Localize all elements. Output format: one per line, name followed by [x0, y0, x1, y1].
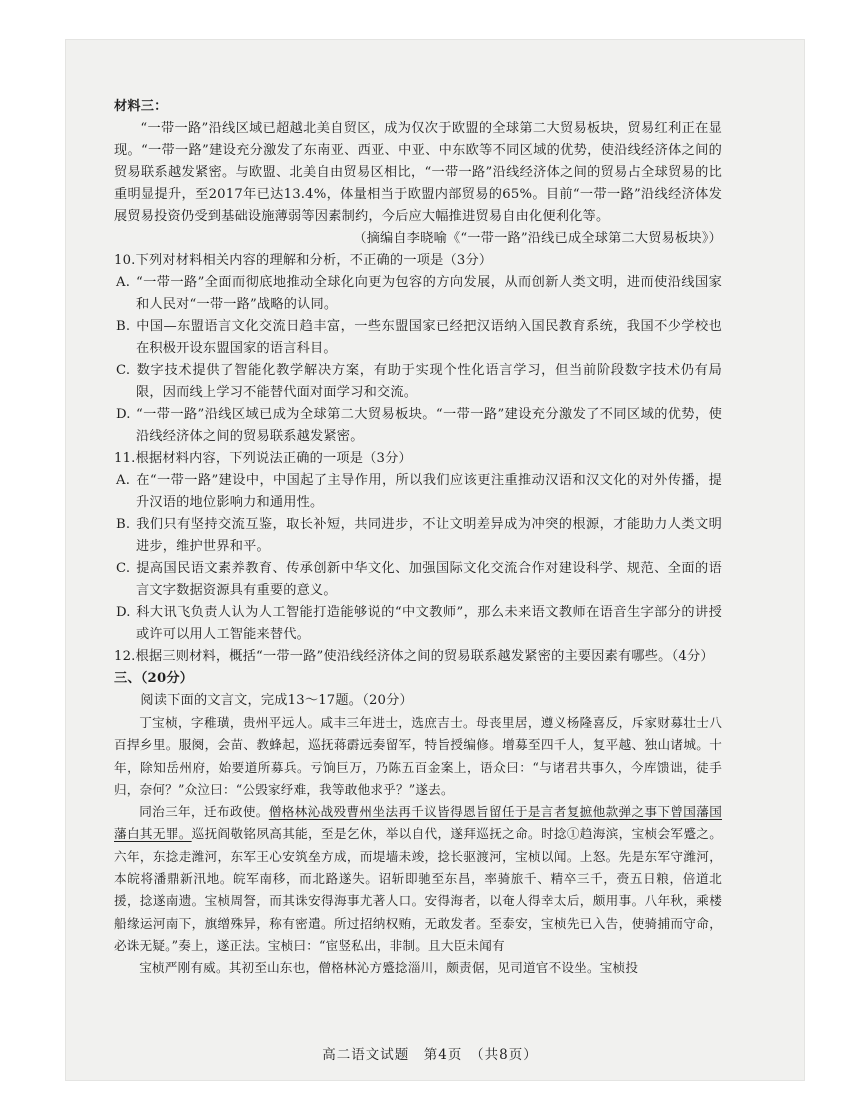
- option-text: 科大讯飞负责人认为人工智能打造能够说的“中文教师”，那么未来语文教师在语音生字部分的讲授或许可以用人工智能来替代。: [136, 605, 722, 642]
- option-label: D.: [116, 407, 131, 422]
- material3-paragraph: “一带一路”沿线区域已超越北美自贸区，成为仅次于欧盟的全球第二大贸易板块，贸易红利正在显现。“一带一路”建设充分激发了东南亚、西亚、中亚、中东欧等不同区域的优势，使沿线经济体之间的贸易联系越发紧密。与欧盟、北美自由贸易区相比，“一带一路”沿线经济体之间的贸易占全球贸易的比重明显提升，至2017年已达13.4%，体量相当于欧盟内部贸易的65%。目前“一带一路”沿线经济体发展贸易投资仍受到基础设施薄弱等因素制约，今后应大幅推进贸易自由化便利化等。: [114, 121, 722, 224]
- question-11-option-d: [116, 602, 722, 646]
- question-10-option-c: [116, 360, 722, 404]
- question-12-stem: 12.根据三则材料，概括“一带一路”使沿线经济体之间的贸易联系越发紧密的主要因素有哪些。（4分）: [114, 649, 714, 664]
- option-label: A.: [116, 275, 131, 290]
- option-text: 在“一带一路”建设中，中国起了主导作用，所以我们应该更注重推动汉语和汉文化的对外传播，提升汉语的地位影响力和通用性。: [136, 473, 722, 510]
- option-label: C.: [116, 363, 131, 378]
- question-11-option-b: [116, 514, 722, 558]
- passage-text: 同治三年，迁布政使。: [139, 804, 269, 820]
- passage-text: 巡抚阎敬铭夙高其能，至是乞休，举以自代，遂拜巡抚之命。时捻①趋海滨，宝桢会军蹙之。六年，东捻走潍河，东军王心安筑垒方成，而堤墙未竣，捻长驱渡河，宝桢以闻。上怒。先是东军守潍河，本皖将潘鼎新汛地。皖军南移，而北路遂失。诏斩即驰至东昌，率骑旅千、精卒三千，赍五日粮，倍道北援，捻遂南遗。宝桢周詧，而其诛安得海事尤著人口。安得海者，以奄人得幸太后，颇用事。八年秋，乘楼船缘运河南下，旗缯殊异，称有密遣。所过招纳权贿，无敢发者。至泰安，宝桢先已入告，使骑捕而守命，必诛无疑。”奏上，遂正法。宝桢曰：“宦竖私出，非制。且大臣未闻有: [114, 826, 722, 953]
- question-10-option-b: [116, 316, 722, 360]
- option-label: D.: [116, 605, 131, 620]
- question-11-option-a: [116, 470, 722, 514]
- question-10-option-d: [116, 404, 722, 448]
- option-text: “一带一路”沿线区域已成为全球第二大贸易板块。“一带一路”建设充分激发了不同区域的优势，使沿线经济体之间的贸易联系越发紧密。: [136, 407, 722, 444]
- passage-paragraph-2: [114, 801, 722, 957]
- option-text: 中国—东盟语言文化交流日趋丰富，一些东盟国家已经把汉语纳入国民教育系统，我国不少学校也在积极开设东盟国家的语言科目。: [136, 319, 722, 356]
- option-text: 数字技术提供了智能化教学解决方案，有助于实现个性化语言学习，但当前阶段数字技术仍有局限，因而线上学习不能替代面对面学习和交流。: [136, 363, 722, 400]
- section-3-instruction: 阅读下面的文言文，完成13～17题。（20分）: [140, 693, 413, 708]
- material3-heading: 材料三：: [114, 99, 168, 114]
- section-3-heading: 三、（20分）: [114, 671, 194, 686]
- question-10-option-a: [116, 272, 722, 316]
- material3-source: （摘编自李晓喻《“一带一路”沿线已成全球第二大贸易板块》）: [353, 231, 722, 246]
- question-10-stem: 10.下列对材料相关内容的理解和分析，不正确的一项是（3分）: [114, 253, 493, 268]
- question-11-options: [114, 470, 722, 646]
- option-label: B.: [116, 517, 131, 532]
- option-text: “一带一路”全面而彻底地推动全球化向更为包容的方向发展，从而创新人类文明，进而使沿线国家和人民对“一带一路”战略的认同。: [136, 275, 722, 312]
- passage-paragraph-1: 丁宝桢，字稚璜，贵州平远人。咸丰三年进士，选庶吉士。母丧里居，遵义杨隆喜反，斥家财募壮士八百捍乡里。服阕，会苗、教蜂起，巡抚蒋霨远奏留军，特旨授编修。增募至四千人，复平越、独山诸城。十年，除知岳州府，始要道所募兵。亏饷巨万，乃陈五百金案上，语众曰：“与诸君共事久，今库馈诎，徒手归，奈何？”众泣曰：“公毁家纾难，我等敢他求乎？”遂去。: [114, 715, 722, 797]
- exam-content: [114, 96, 722, 980]
- option-label: A.: [116, 473, 131, 488]
- option-label: C.: [116, 561, 131, 576]
- question-10-options: [114, 272, 722, 448]
- option-label: B.: [116, 319, 131, 334]
- underlined-sentence: 僧格林沁战殁曹州坐法再千议皆得恩旨留任于是言者复摭他款弹之事下曾国藩国藩白其无罪。: [114, 804, 723, 842]
- classical-passage: [114, 712, 722, 980]
- option-text: 我们只有坚持交流互鉴，取长补短，共同进步，不让文明差异成为冲突的根源，才能助力人类文明进步，维护世界和平。: [136, 517, 722, 554]
- question-11-stem: 11.根据材料内容，下列说法正确的一项是（3分）: [114, 451, 412, 466]
- option-text: 提高国民语文素养教育、传承创新中华文化、加强国际文化交流合作对建设科学、规范、全面的语言文字数据资源具有重要的意义。: [136, 561, 722, 598]
- passage-paragraph-3: 宝桢严刚有威。其初至山东也，僧格林沁方蹙捻淄川，颇责倨，见司道官不设坐。宝桢投: [139, 960, 639, 976]
- question-11-option-c: [116, 558, 722, 602]
- page-footer: 高二语文试题 第4页 （共8页）: [322, 1047, 538, 1063]
